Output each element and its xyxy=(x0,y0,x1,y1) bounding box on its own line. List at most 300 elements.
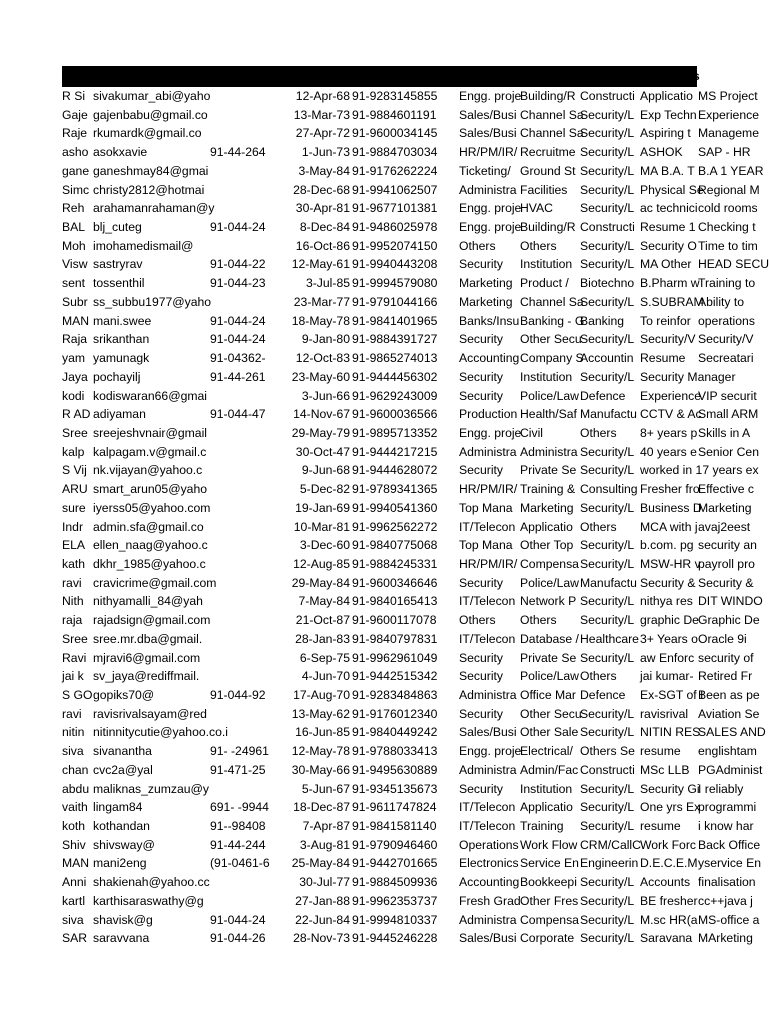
table-cell: Sree xyxy=(62,631,88,646)
table-cell: programmi xyxy=(698,800,757,815)
table-cell: nithyamalli_84@yah xyxy=(93,594,203,609)
table-cell: Secreatari xyxy=(698,351,754,366)
table-cell: 91-044-26 xyxy=(210,931,266,946)
table-cell: 12-May-78 xyxy=(291,744,350,759)
table-cell: Banks/Insu xyxy=(459,313,520,328)
table-cell: 91-9884703034 xyxy=(352,145,438,160)
table-cell xyxy=(698,368,760,387)
table-cell: shavisk@g xyxy=(93,912,153,927)
table-cell: 12-May-61 xyxy=(291,257,350,272)
table-cell: Indr xyxy=(62,519,84,534)
header-cell: Industry xyxy=(520,69,568,83)
table-cell: 91-9791044166 xyxy=(352,294,438,309)
table-cell: Service En xyxy=(520,856,579,871)
table-cell: MSc LLB xyxy=(640,762,690,777)
table-cell: 30-Apr-81 xyxy=(295,201,350,216)
table-cell: Other Fres xyxy=(520,893,579,908)
table-cell: shivsway@ xyxy=(93,837,155,852)
table-cell: VIP securit xyxy=(698,388,757,403)
table-cell: 28-Nov-73 xyxy=(293,931,350,946)
table-cell: chan xyxy=(62,762,89,777)
table-cell: 28-Dec-68 xyxy=(293,182,350,197)
table-cell: BE fresher xyxy=(640,893,698,908)
table-cell: 3-Jul-85 xyxy=(305,276,350,291)
table-row xyxy=(62,780,744,799)
table-cell xyxy=(210,181,270,200)
table-cell xyxy=(210,87,270,106)
table-cell: Resume xyxy=(640,351,686,366)
table-cell: Others xyxy=(459,613,496,628)
table-cell: cvc2a@yal xyxy=(93,762,153,777)
header-cell: Resume Ti xyxy=(581,69,642,83)
table-cell: 91-9442515342 xyxy=(352,669,438,684)
table-cell: Security/L xyxy=(580,238,635,253)
table-cell: ravi xyxy=(62,575,82,590)
table-cell: avaj2eest xyxy=(698,519,751,534)
table-cell: Banking - G xyxy=(520,313,585,328)
table-cell: imohamedismail@ xyxy=(93,238,194,253)
table-cell: sivanantha xyxy=(93,744,152,759)
table-cell: 5-Jun-67 xyxy=(301,781,350,796)
table-cell: Others xyxy=(459,238,496,253)
table-cell: Anni xyxy=(62,875,87,890)
table-row xyxy=(62,312,755,331)
table-row xyxy=(62,199,758,218)
table-cell: Raja xyxy=(62,332,88,347)
table-cell: 25-May-84 xyxy=(291,856,350,871)
table-cell: Others xyxy=(580,669,617,684)
table-body xyxy=(62,87,769,948)
table-cell xyxy=(210,892,270,911)
table-cell: Constructi xyxy=(580,220,635,235)
table-cell: Defence xyxy=(580,388,626,403)
table-cell: admin.sfa@gmail.co xyxy=(93,519,204,534)
table-cell: worked in 17 years ex xyxy=(640,463,759,478)
table-cell: ravi xyxy=(62,706,82,721)
table-row xyxy=(62,836,761,855)
table-cell: 19-Jan-69 xyxy=(295,500,350,515)
table-cell: maliknas_zumzau@y xyxy=(93,781,210,796)
table-cell: MAN xyxy=(62,313,90,328)
table-cell: Institution xyxy=(520,257,573,272)
table-cell: Security/L xyxy=(580,182,635,197)
table-cell: 9-Jan-80 xyxy=(301,332,350,347)
table-cell: 91-9600034145 xyxy=(352,126,438,141)
table-cell: 91-9176012340 xyxy=(352,706,438,721)
table-cell: Security/L xyxy=(580,163,635,178)
table-cell: 27-Jan-88 xyxy=(295,893,350,908)
table-row xyxy=(62,854,761,873)
table-cell xyxy=(210,873,270,892)
table-row xyxy=(62,330,754,349)
table-cell: kartl xyxy=(62,893,86,908)
header-row xyxy=(62,66,700,87)
table-cell: 91-9884245331 xyxy=(352,556,438,571)
table-cell: HR/PM/IR/ xyxy=(459,145,518,160)
table-cell: Security/L xyxy=(580,145,635,160)
table-cell: 91-044-24 xyxy=(210,220,266,235)
table-cell: Security/L xyxy=(580,893,635,908)
table-cell: 22-Jun-84 xyxy=(295,912,350,927)
table-cell: Company S xyxy=(520,351,584,366)
table-cell: IT/Telecon xyxy=(459,519,516,534)
table-cell: Healthcare xyxy=(580,631,639,646)
table-cell: Others xyxy=(580,425,617,440)
table-cell: 30-May-66 xyxy=(291,762,350,777)
table-row xyxy=(62,237,758,256)
table-cell: Security xyxy=(459,332,504,347)
table-cell: Other Secu xyxy=(520,332,582,347)
table-cell: 8+ years p xyxy=(640,425,698,440)
table-cell: 91-9884509936 xyxy=(352,875,438,890)
table-cell: 691- -9944 xyxy=(210,800,269,815)
table-cell: Recruitme xyxy=(520,145,576,160)
table-cell xyxy=(210,237,270,256)
table-cell: 91-9444456302 xyxy=(352,369,438,384)
table-cell: 23-Mar-77 xyxy=(293,294,350,309)
table-cell: nitinnitycutie@yahoo.co.i xyxy=(93,725,228,740)
table-cell: Channel Sa xyxy=(520,126,584,141)
table-cell: 91-044-92 xyxy=(210,688,266,702)
table-row xyxy=(62,911,760,930)
table-cell: SAP - HR xyxy=(698,145,751,160)
table-cell xyxy=(210,518,270,537)
table-cell xyxy=(210,611,270,630)
table-cell: ARU xyxy=(62,482,88,497)
table-cell: sure xyxy=(62,500,86,515)
table-cell: Database / xyxy=(520,631,579,646)
table-cell: Training & xyxy=(520,482,576,497)
table-cell: R AD xyxy=(62,407,91,422)
table-cell: Business D xyxy=(640,500,702,515)
table-cell: Biotechno xyxy=(580,276,635,291)
table-cell: Graphic De xyxy=(698,613,760,628)
table-cell: Applicatio xyxy=(640,89,693,103)
table-cell: 18-Dec-87 xyxy=(293,800,350,815)
table-row xyxy=(62,424,751,443)
table-cell: 91-9444628072 xyxy=(352,463,438,478)
table-cell: Channel Sa xyxy=(520,294,584,309)
table-cell: 27-Apr-72 xyxy=(295,126,350,141)
table-cell xyxy=(210,592,270,611)
table-cell: 91-9941062507 xyxy=(352,182,438,197)
header-cell: Date of Birth xyxy=(272,69,344,83)
table-cell: Others xyxy=(580,519,617,534)
table-cell: tossenthil xyxy=(93,276,145,291)
table-cell: Ravi xyxy=(62,650,87,665)
table-cell: vaith xyxy=(62,800,88,815)
header-cell: Name xyxy=(62,69,95,83)
table-cell: Constructi xyxy=(580,762,635,777)
table-cell: Security xyxy=(459,575,504,590)
table-cell: 91-9840775068 xyxy=(352,538,438,553)
table-cell xyxy=(210,424,270,443)
table-cell: 21-Oct-87 xyxy=(295,613,350,628)
table-row xyxy=(62,106,759,125)
table-cell: SAR xyxy=(62,931,88,946)
table-cell: Security/L xyxy=(580,912,635,927)
table-cell: 29-May-84 xyxy=(291,575,350,590)
table-cell: To reinfor xyxy=(640,313,691,328)
table-cell: Ability to xyxy=(698,294,745,309)
table-cell: Administra xyxy=(459,762,517,777)
table-row xyxy=(62,162,764,181)
table-cell xyxy=(210,705,270,724)
table-cell: Private Se xyxy=(520,463,577,478)
table-cell: Engg. proje xyxy=(459,201,522,216)
table-cell: 91-9994579080 xyxy=(352,276,438,291)
table-cell: Banking xyxy=(580,313,625,328)
table-cell: 91-44-261 xyxy=(210,369,266,384)
table-row xyxy=(62,255,769,274)
table-cell: 91-471-25 xyxy=(210,762,266,777)
table-cell: Gaje xyxy=(62,107,88,122)
table-cell: Accounting xyxy=(459,351,520,366)
table-cell: Ticketing/ xyxy=(459,163,511,178)
table-cell: Others xyxy=(520,238,557,253)
table-row xyxy=(62,368,736,387)
table-cell xyxy=(210,499,270,518)
header-cell: Mobile No xyxy=(353,69,411,83)
table-cell: 91-9895713352 xyxy=(352,425,438,440)
table-cell: Security xyxy=(459,257,504,272)
table-cell: Security/L xyxy=(580,650,635,665)
table-cell: 91-44-244 xyxy=(210,837,266,852)
table-cell: Network P xyxy=(520,594,577,609)
table-cell xyxy=(210,555,270,574)
table-cell xyxy=(210,480,270,499)
table-row xyxy=(62,667,753,686)
table-row xyxy=(62,349,754,368)
table-cell: 91- -24961 xyxy=(210,744,269,759)
table-cell: kalp xyxy=(62,444,85,459)
table-cell: Security xyxy=(459,463,504,478)
table-row xyxy=(62,742,757,761)
table-cell: karthisaraswathy@g xyxy=(93,893,204,908)
table-cell: kothandan xyxy=(93,819,150,834)
table-cell: Security/L xyxy=(580,126,635,141)
table-cell: 28-Jan-83 xyxy=(295,631,350,646)
table-cell xyxy=(210,387,270,406)
table-cell: 91-9841401965 xyxy=(352,313,438,328)
table-cell: 91-9840449242 xyxy=(352,725,438,740)
table-cell: Security xyxy=(459,650,504,665)
table-cell: Security O xyxy=(640,238,697,253)
table-cell: Marketing xyxy=(459,294,513,309)
table-cell xyxy=(210,461,270,480)
table-cell: kalpagam.v@gmail.c xyxy=(93,444,207,459)
table-cell: Security/L xyxy=(580,875,635,890)
table-cell: 3-Aug-81 xyxy=(299,837,350,852)
table-cell: ravisrival xyxy=(640,706,689,721)
table-cell: MA Other xyxy=(640,257,692,272)
table-cell: Security/L xyxy=(580,725,635,740)
table-cell: aw Enforc xyxy=(640,650,695,665)
table-cell: jai k xyxy=(62,669,84,684)
table-cell: 91-9884601191 xyxy=(352,107,437,122)
table-cell: blj_cuteg xyxy=(93,220,142,235)
table-row xyxy=(62,892,753,911)
table-cell: Reh xyxy=(62,201,85,216)
table-cell: 3-May-84 xyxy=(298,163,350,178)
table-cell: 3+ Years o xyxy=(640,631,698,646)
table-cell: I reliably xyxy=(698,781,744,796)
table-cell: Applicatio xyxy=(520,519,573,534)
table-cell: kodiswaran66@gmai xyxy=(93,388,207,403)
table-cell: 91-9283145855 xyxy=(352,89,438,103)
table-cell: Security/L xyxy=(580,706,635,721)
table-row xyxy=(62,649,754,668)
table-row xyxy=(62,574,754,593)
table-cell: Checking t xyxy=(698,220,756,235)
table-row xyxy=(62,405,759,424)
table-cell: 91-9600117078 xyxy=(352,613,437,628)
table-cell xyxy=(698,461,760,480)
table-cell: S GO xyxy=(62,688,93,702)
table-cell: 91-9840165413 xyxy=(352,594,438,609)
table-cell: Consulting xyxy=(580,482,638,497)
table-cell: MS-office a xyxy=(698,912,760,927)
table-cell: Training to xyxy=(698,276,756,291)
table-cell: 91-9445246228 xyxy=(352,931,438,946)
table-cell: 91-9841581140 xyxy=(352,819,437,834)
table-cell: 91-9865274013 xyxy=(352,351,438,366)
table-cell: Other Top xyxy=(520,538,574,553)
table-cell: MAN xyxy=(62,856,90,871)
table-cell: Marketing xyxy=(459,276,513,291)
table-cell: Jaya xyxy=(62,369,88,384)
table-cell: Simc xyxy=(62,182,90,197)
table-cell: nitin xyxy=(62,725,85,740)
table-cell: Security Gi xyxy=(640,781,700,796)
table-cell: 13-Mar-73 xyxy=(293,107,350,122)
table-row xyxy=(62,630,747,649)
table-cell: 91-9283484863 xyxy=(352,688,438,702)
table-cell: Shiv xyxy=(62,837,86,852)
table-cell: Top Mana xyxy=(459,538,513,553)
table-cell: Accounting xyxy=(459,875,520,890)
table-cell: Admin/Fac xyxy=(520,762,579,777)
table-cell: IT/Telecon xyxy=(459,594,516,609)
table-cell: gopiks70@ xyxy=(93,688,155,702)
table-cell: 30-Jul-77 xyxy=(299,875,350,890)
table-cell: Security/L xyxy=(580,819,635,834)
table-cell: Security/L xyxy=(580,800,635,815)
table-cell: raja xyxy=(62,613,83,628)
table-row xyxy=(62,274,756,293)
table-cell: sent xyxy=(62,276,86,291)
table-cell: 17-Aug-70 xyxy=(293,688,350,702)
table-cell: 91-044-23 xyxy=(210,276,266,291)
table-cell: 8-Dec-84 xyxy=(299,220,350,235)
table-cell: SALES AND xyxy=(698,725,766,740)
table-cell: 13-May-62 xyxy=(291,706,350,721)
table-cell: Other Sale xyxy=(520,725,579,740)
table-cell: Electronics xyxy=(459,856,519,871)
table-cell: nk.vijayan@yahoo.c xyxy=(93,463,203,478)
table-cell: Channel Sa xyxy=(520,107,584,122)
table-cell: rajadsign@gmail.com xyxy=(93,613,211,628)
table-row xyxy=(62,555,755,574)
table-cell: Electrical/ xyxy=(520,744,573,759)
table-cell: 29-May-79 xyxy=(291,425,350,440)
table-cell: HR/PM/IR/ xyxy=(459,556,518,571)
table-cell: nithya res xyxy=(640,594,693,609)
table-cell: yamunagk xyxy=(93,351,150,366)
header-cell: Alternate xyxy=(208,69,261,83)
table-cell: Security xyxy=(459,706,504,721)
table-cell: 91-9962353737 xyxy=(352,893,438,908)
table-cell: MCA with j xyxy=(640,519,698,534)
table-cell: Compensa xyxy=(520,912,579,927)
table-cell xyxy=(210,649,270,668)
table-cell: Security/L xyxy=(580,613,635,628)
table-cell: CCTV & Ac xyxy=(640,407,702,422)
table-cell: Top Mana xyxy=(459,500,513,515)
table-cell xyxy=(210,124,270,143)
table-row xyxy=(62,181,760,200)
table-cell: ac technici xyxy=(640,201,698,216)
table-cell: Exp Techn xyxy=(640,107,697,122)
table-cell: Been as pe xyxy=(698,688,760,702)
table-cell: 6-Sep-75 xyxy=(299,650,350,665)
table-cell: Resume 1 xyxy=(640,220,696,235)
table-cell: Security/L xyxy=(580,294,635,309)
table-row xyxy=(62,929,753,948)
table-cell: HR/PM/IR/ xyxy=(459,482,518,497)
table-cell: ELA xyxy=(62,538,86,553)
table-cell: 91-9629243009 xyxy=(352,388,438,403)
table-cell: 18-May-78 xyxy=(291,313,350,328)
table-cell: operations xyxy=(698,313,755,328)
table-cell: Engg. proje xyxy=(459,89,522,103)
table-cell: 12-Oct-83 xyxy=(295,351,350,366)
table-cell: Security xyxy=(459,669,504,684)
table-cell: mjravi6@gmail.com xyxy=(93,650,201,665)
table-cell: Administra xyxy=(459,444,517,459)
table-cell: DIT WINDO xyxy=(698,594,763,609)
table-row xyxy=(62,817,754,836)
table-cell: MArketing xyxy=(698,931,753,946)
table-cell: 30-Oct-47 xyxy=(295,444,350,459)
table-cell xyxy=(210,574,270,593)
table-cell: MS Project xyxy=(698,89,758,103)
table-cell: 91-044-24 xyxy=(210,313,266,328)
table-row xyxy=(62,723,766,742)
table-cell: Security xyxy=(459,781,504,796)
table-cell: ss_subbu1977@yaho xyxy=(93,294,212,309)
table-cell: Other Secu xyxy=(520,706,582,721)
table-cell: HVAC xyxy=(520,201,553,216)
table-cell: 91-044-24 xyxy=(210,332,266,347)
table-cell: kath xyxy=(62,556,86,571)
table-cell: Security/L xyxy=(580,369,635,384)
table-cell: Bookkeepi xyxy=(520,875,577,890)
table-cell: Civil xyxy=(520,425,544,440)
table-cell: Regional M xyxy=(698,182,760,197)
table-cell: 91-044-47 xyxy=(210,407,266,422)
table-cell: 91-9840797831 xyxy=(352,631,438,646)
table-cell: Building/R xyxy=(520,220,576,235)
table-cell: IT/Telecon xyxy=(459,631,516,646)
table-cell xyxy=(210,106,270,125)
table-cell: Work Flow xyxy=(520,837,578,852)
table-cell: Security/L xyxy=(580,201,635,216)
table-cell: MSW-HR v xyxy=(640,556,701,571)
table-cell: Manufactu xyxy=(580,407,637,422)
table-cell: Sales/Busi xyxy=(459,107,517,122)
table-cell: Security/L xyxy=(580,931,635,946)
